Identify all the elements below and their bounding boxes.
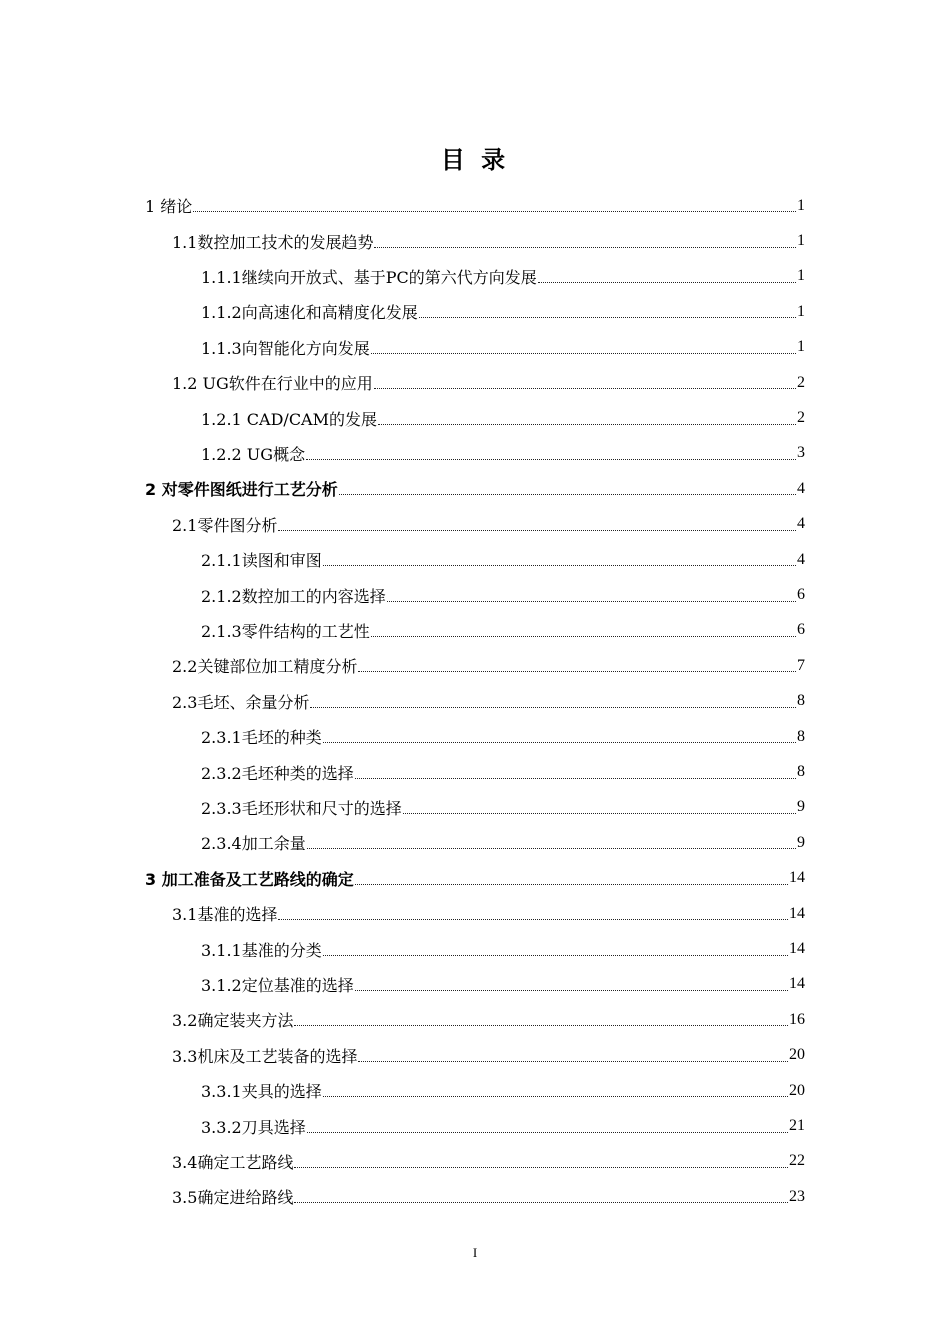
dot-leader [358,1061,788,1062]
toc-entry-label: 2.3毛坯、余量分析 [172,692,310,712]
toc-entry-page: 22 [789,1152,805,1170]
toc-entry[interactable] [0,648,950,683]
toc-entry-label: 2.3.2毛坯种类的选择 [201,763,354,783]
toc-entry-label: 1.1.1继续向开放式、基于PC的第六代方向发展 [201,267,537,287]
dot-leader [278,530,796,531]
dot-leader [374,388,796,389]
toc-entry-page: 21 [789,1117,805,1135]
toc-entry[interactable] [0,294,950,329]
toc-entry-page: 3 [797,444,805,462]
dot-leader [419,317,796,318]
toc-entry[interactable] [0,330,950,365]
toc-entry-label: 3.4确定工艺路线 [172,1152,294,1172]
toc-entry[interactable] [0,967,950,1002]
toc-entry[interactable] [0,754,950,789]
dot-leader [403,813,796,814]
toc-entry[interactable] [0,613,950,648]
toc-entry-label: 1.1数控加工技术的发展趋势 [172,232,374,252]
toc-entry-label: 1.1.2向高速化和高精度化发展 [201,303,418,323]
toc-entry[interactable] [0,931,950,966]
toc-entry[interactable] [0,259,950,294]
toc-entry[interactable] [0,542,950,577]
toc-entry[interactable] [0,719,950,754]
toc-entry-page: 1 [797,196,805,214]
toc-entry-label: 2 对零件图纸进行工艺分析 [145,480,338,500]
toc-entry-label: 3.1.1基准的分类 [201,940,322,960]
toc-entry-page: 4 [797,479,805,497]
dot-leader [339,494,796,495]
dot-leader [355,884,788,885]
toc-entry-label: 2.3.1毛坯的种类 [201,728,322,748]
dot-leader [294,1202,788,1203]
page-number-footer: I [472,1245,478,1260]
toc-entry-label: 1 绪论 [145,197,193,217]
dot-leader [193,211,796,212]
toc-entry-label: 2.3.4加工余量 [201,834,306,854]
toc-entry[interactable] [0,507,950,542]
toc-entry-label: 2.3.3毛坯形状和尺寸的选择 [201,798,402,818]
dot-leader [306,459,796,460]
toc-entry-page: 1 [797,267,805,285]
dot-leader [538,282,796,283]
dot-leader [310,707,796,708]
dot-leader [323,955,788,956]
toc-entry[interactable] [0,436,950,471]
dot-leader [358,671,796,672]
toc-entry[interactable] [0,896,950,931]
toc-entry-page: 1 [797,338,805,356]
toc-entry[interactable] [0,223,950,258]
toc-entry-page: 8 [797,692,805,710]
toc-entry-page: 6 [797,621,805,639]
dot-leader [374,247,796,248]
toc-entry-page: 4 [797,515,805,533]
toc-entry-page: 8 [797,763,805,781]
dot-leader [278,919,788,920]
toc-entry[interactable] [0,471,950,506]
toc-entry[interactable] [0,790,950,825]
toc-entry-page: 4 [797,550,805,568]
toc-entry-label: 3.1基准的选择 [172,905,278,925]
dot-leader [323,742,796,743]
toc-entry[interactable] [0,1179,950,1214]
dot-leader [387,601,796,602]
toc-entry-page: 7 [797,656,805,674]
toc-entry-page: 9 [797,833,805,851]
dot-leader [355,778,796,779]
toc-entry-label: 3.5确定进给路线 [172,1188,294,1208]
toc-entry[interactable] [0,1108,950,1143]
dot-leader [294,1025,788,1026]
toc-entry[interactable] [0,1073,950,1108]
dot-leader [378,424,796,425]
toc-entry-page: 2 [797,373,805,391]
dot-leader [371,636,796,637]
toc-entry-label: 3.1.2定位基准的选择 [201,975,354,995]
dot-leader [355,990,788,991]
toc-entry-page: 14 [789,940,805,958]
dot-leader [323,565,796,566]
toc-entry-page: 6 [797,586,805,604]
toc-entry-page: 1 [797,232,805,250]
toc-entry-label: 2.2关键部位加工精度分析 [172,657,358,677]
toc-entry-label: 2.1零件图分析 [172,515,278,535]
toc-entry-label: 2.1.3零件结构的工艺性 [201,621,370,641]
toc-title: 目 录 [440,146,510,174]
toc-entry-page: 2 [797,409,805,427]
dot-leader [307,1132,788,1133]
toc-entry-page: 16 [789,1010,805,1028]
toc-entry-label: 3 加工准备及工艺路线的确定 [145,869,354,889]
toc-entry[interactable] [0,684,950,719]
toc-entry[interactable] [0,1144,950,1179]
dot-leader [371,353,796,354]
toc-entry[interactable] [0,1038,950,1073]
toc-entry-page: 8 [797,727,805,745]
toc-entry-page: 14 [789,904,805,922]
dot-leader [294,1167,788,1168]
toc-entry-label: 1.2.2 UG概念 [201,444,306,464]
toc-entry-label: 2.1.1读图和审图 [201,551,322,571]
toc-entry[interactable] [0,825,950,860]
toc-entry-page: 14 [789,869,805,887]
toc-entry-label: 3.3.2刀具选择 [201,1117,306,1137]
toc-entry-label: 3.2确定装夹方法 [172,1011,294,1031]
toc-entry-page: 23 [789,1187,805,1205]
toc-entry-label: 3.3机床及工艺装备的选择 [172,1046,358,1066]
toc-entry[interactable] [0,188,950,223]
toc-entry-page: 14 [789,975,805,993]
toc-entry[interactable] [0,577,950,612]
toc-entry[interactable] [0,400,950,435]
toc-entry-label: 2.1.2数控加工的内容选择 [201,586,386,606]
toc-entry-page: 1 [797,302,805,320]
toc-entry-page: 20 [789,1081,805,1099]
dot-leader [323,1096,788,1097]
toc-entry[interactable] [0,365,950,400]
toc-entry[interactable] [0,1002,950,1037]
toc-entry-page: 9 [797,798,805,816]
toc-entry-label: 1.1.3向智能化方向发展 [201,338,370,358]
toc-entry-label: 3.3.1夹具的选择 [201,1082,322,1102]
toc-entry[interactable] [0,861,950,896]
dot-leader [307,848,796,849]
toc-entry-label: 1.2.1 CAD/CAM的发展 [201,409,377,429]
toc-entry-page: 20 [789,1046,805,1064]
toc-entry-label: 1.2 UG软件在行业中的应用 [172,374,373,394]
